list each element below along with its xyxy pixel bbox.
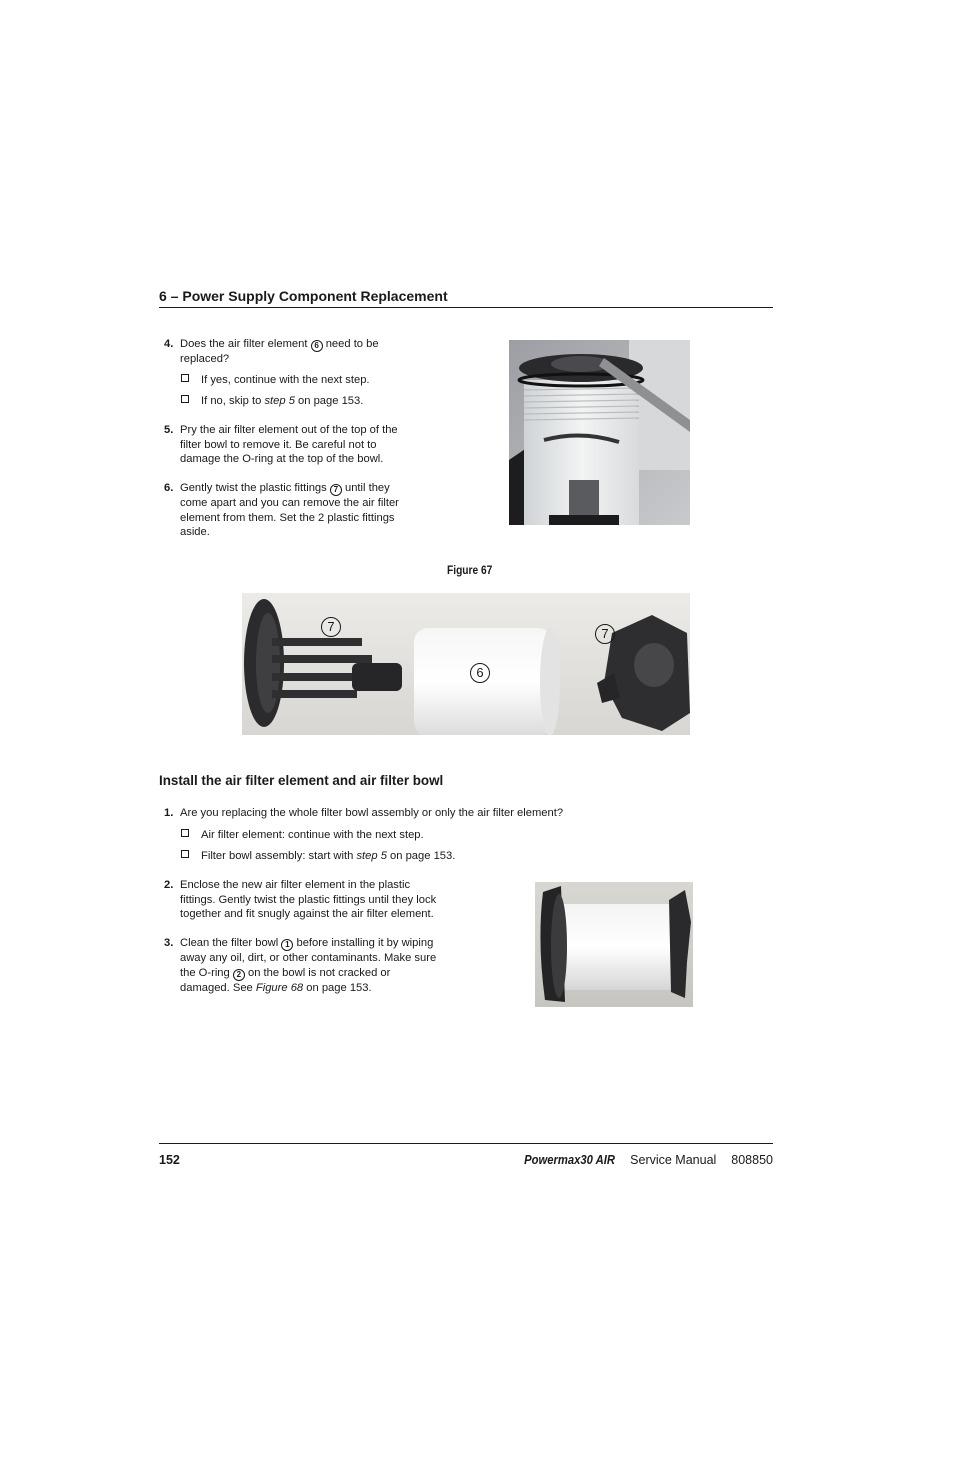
photo-assembled-element <box>535 882 693 1007</box>
filter-element-parts-image <box>242 593 690 735</box>
bullet-item: If no, skip to step 5 on page 153. <box>181 394 363 408</box>
step-text: Gently twist the plastic fittings 7 until they come apart and you can remove the air filter element from them. Set the 2 plastic fittings aside. <box>180 482 399 539</box>
step-5 <box>159 423 419 468</box>
step-number: 3. <box>164 937 174 949</box>
header-rule <box>159 307 773 308</box>
callout-1: 1 <box>281 939 293 951</box>
callout-2: 2 <box>233 969 245 981</box>
step-1 <box>159 806 759 822</box>
callout-7: 7 <box>330 484 342 496</box>
bullet-item: If yes, continue with the next step. <box>181 373 370 387</box>
page-number: 152 <box>159 1153 180 1167</box>
step-number: 2. <box>164 879 174 891</box>
figure-label: Figure 67 <box>447 563 493 577</box>
step-number: 6. <box>164 482 174 494</box>
step-4 <box>159 337 419 367</box>
step-text: Does the air filter element 6 need to be replaced? <box>180 338 379 365</box>
step-reference: step 5 <box>356 850 387 862</box>
step-number: 5. <box>164 424 174 436</box>
callout-7: 7 <box>595 624 615 644</box>
page-header-title: 6 – Power Supply Component Replacement <box>159 288 448 304</box>
assembled-filter-element-image <box>535 882 693 1007</box>
step-number: 1. <box>164 807 174 819</box>
step-text: Pry the air filter element out of the top of the filter bowl to remove it. Be careful not to damage the O-ring at the top of the bowl. <box>180 424 398 466</box>
step-text: Are you replacing the whole filter bowl assembly or only the air filter element? <box>180 807 564 819</box>
photo-filter-bowl-pry <box>509 340 690 525</box>
bullet-item: Filter bowl assembly: start with step 5 on page 153. <box>181 849 455 863</box>
footer-rule <box>159 1143 773 1144</box>
figure-reference: Figure 68 <box>255 981 304 994</box>
step-6 <box>159 481 419 541</box>
checkbox-square-icon <box>181 829 189 837</box>
step-text: Enclose the new air filter element in the plastic fittings. Gently twist the plastic fittings until they lock together and fit snugly against the air filter element. <box>180 879 437 921</box>
checkbox-square-icon <box>181 395 189 403</box>
checkbox-square-icon <box>181 850 189 858</box>
callout-6: 6 <box>470 663 490 683</box>
step-2 <box>159 878 459 923</box>
part-number: 808850 <box>731 1153 773 1167</box>
callout-7: 7 <box>321 617 341 637</box>
photo-figure-67 <box>242 593 690 735</box>
callout-6: 6 <box>311 340 323 352</box>
product-name: Powermax30 AIR <box>524 1153 616 1167</box>
bullet-item: Air filter element: continue with the next step. <box>181 828 424 842</box>
step-reference: step 5 <box>264 395 295 407</box>
step-3 <box>159 936 459 996</box>
step-number: 4. <box>164 338 174 350</box>
section-title: Install the air filter element and air filter bowl <box>159 773 444 788</box>
filter-bowl-pry-image <box>509 340 690 525</box>
document-type: Service Manual <box>630 1153 717 1167</box>
footer-doc-info <box>514 1153 773 1167</box>
checkbox-square-icon <box>181 374 189 382</box>
step-text: Clean the filter bowl 1 before installing it by wiping away any oil, dirt, or other contaminants. Make sure the O-ring 2 on the bowl is not cracked or damaged. See Figure 68 on page 153. <box>180 937 437 994</box>
